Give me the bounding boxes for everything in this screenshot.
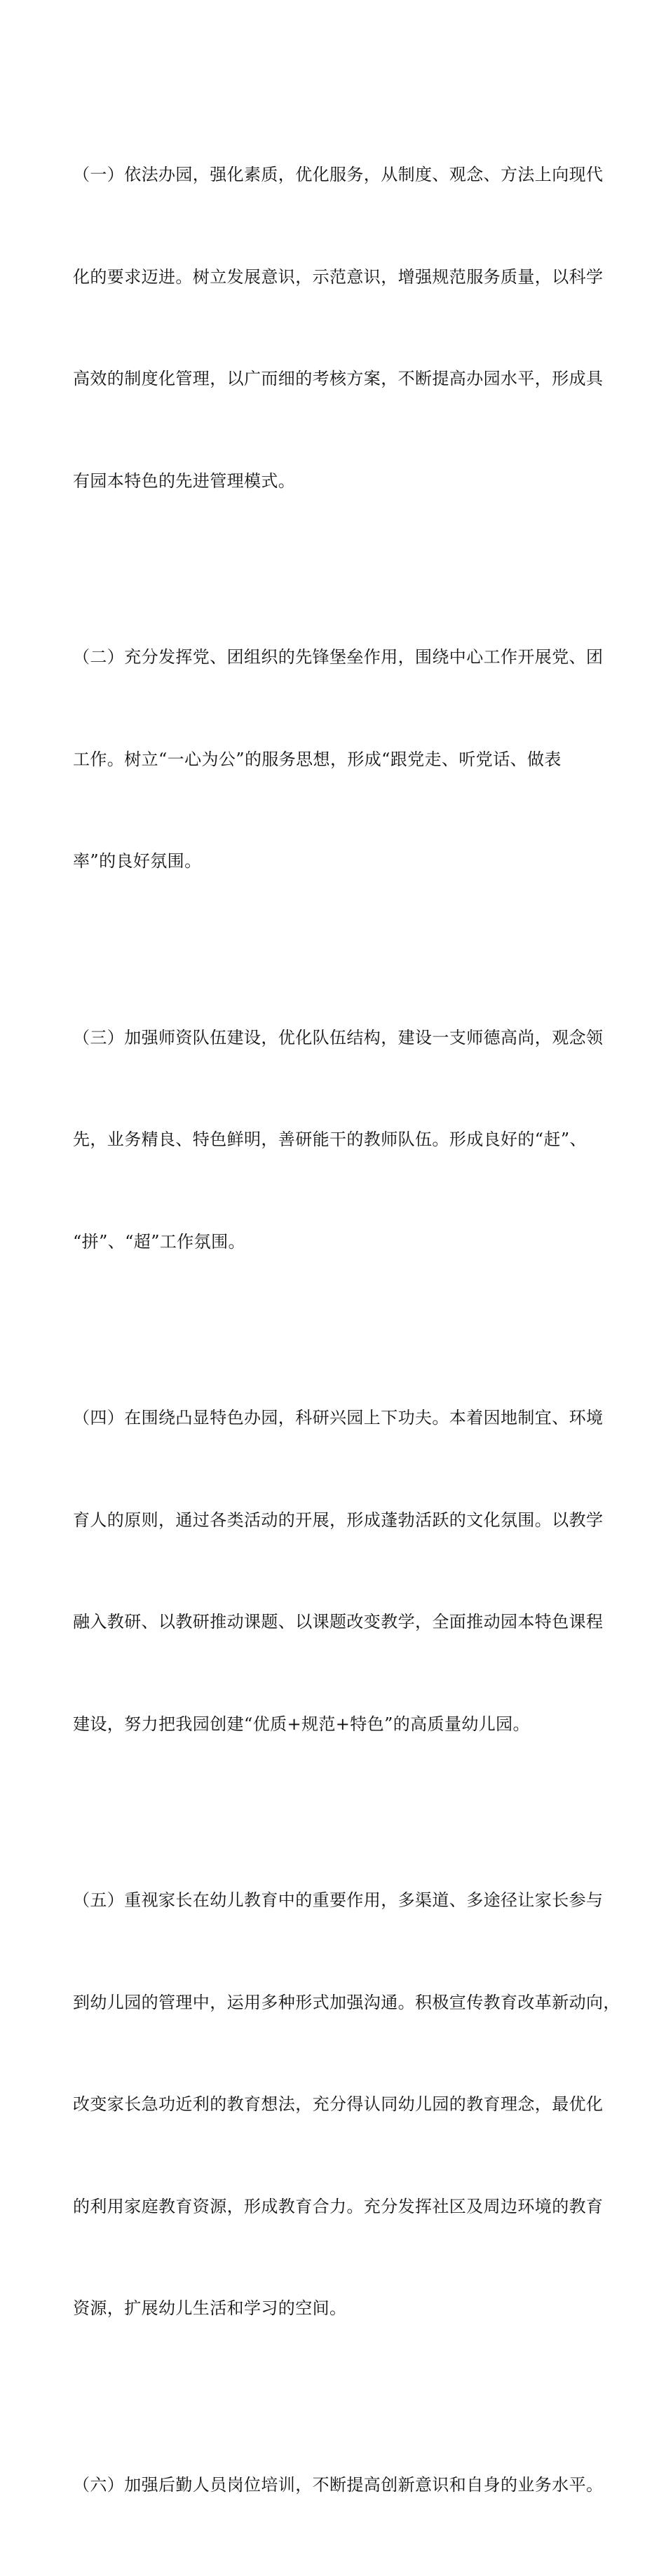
paragraph-line: （五）重视家长在幼儿教育中的重要作用，多渠道、多途径让家长参与 (73, 1890, 604, 1910)
paragraph-line: （四）在围绕凸显特色办园，科研兴园上下功夫。本着因地制宜、环境 (73, 1408, 604, 1428)
paragraph-line: 资源，扩展幼儿生活和学习的空间。 (73, 2298, 347, 2318)
paragraph-line: （三）加强师资队伍建设，优化队伍结构，建设一支师德高尚，观念领 (73, 1027, 604, 1048)
paragraph-line: 改变家长急功近利的教育想法，充分得认同幼儿园的教育理念，最优化 (73, 2094, 604, 2114)
paragraph-line: 化的要求迈进。树立发展意识，示范意识，增强规范服务质量，以科学 (73, 266, 604, 287)
paragraph-4 (73, 1333, 604, 1809)
paragraph-line: 工作。树立“一心为公”的服务思想，形成“跟党走、听党话、做表 (73, 749, 562, 769)
paragraph-line: 建设，努力把我园创建“优质+规范+特色”的高质量幼儿园。 (73, 1714, 530, 1734)
paragraph-3 (73, 953, 604, 1327)
paragraph-line: 到幼儿园的管理中，运用多种形式加强沟通。积极宣传教育改革新动向， (73, 1992, 620, 2012)
paragraph-line: （一）依法办园，强化素质，优化服务，从制度、观念、方法上向现代 (73, 165, 604, 184)
paragraph-line: 有园本特色的先进管理模式。 (73, 470, 296, 491)
paragraph-5 (73, 1815, 620, 2394)
paragraph-2 (73, 572, 604, 947)
paragraph-line: （六）加强后勤人员岗位培训，不断提高创新意识和自身的业务水平。 (73, 2474, 604, 2495)
paragraph-6 (73, 2400, 604, 2570)
paragraph-line: 融入教研、以教研推动课题、以课题改变教学，全面推动园本特色课程 (73, 1612, 604, 1632)
paragraph-line: 育人的原则，通过各类活动的开展，形成蓬勃活跃的文化氛围。以教学 (73, 1510, 604, 1530)
paragraph-line: “拼”、“超”工作氛围。 (73, 1231, 245, 1252)
paragraph-line: 先，业务精良、特色鲜明，善研能干的教师队伍。形成良好的“赶”、 (73, 1130, 587, 1149)
paragraph-1 (73, 90, 604, 566)
paragraph-line: （二）充分发挥党、团组织的先锋堡垒作用，围绕中心工作开展党、团 (73, 647, 604, 667)
paragraph-line: 率”的良好氛围。 (73, 851, 202, 871)
paragraph-line: 的利用家庭教育资源，形成教育合力。充分发挥社区及周边环境的教育 (73, 2196, 604, 2216)
document-body (73, 90, 620, 2576)
paragraph-line: 高效的制度化管理，以广而细的考核方案，不断提高办园水平，形成具 (73, 369, 604, 388)
